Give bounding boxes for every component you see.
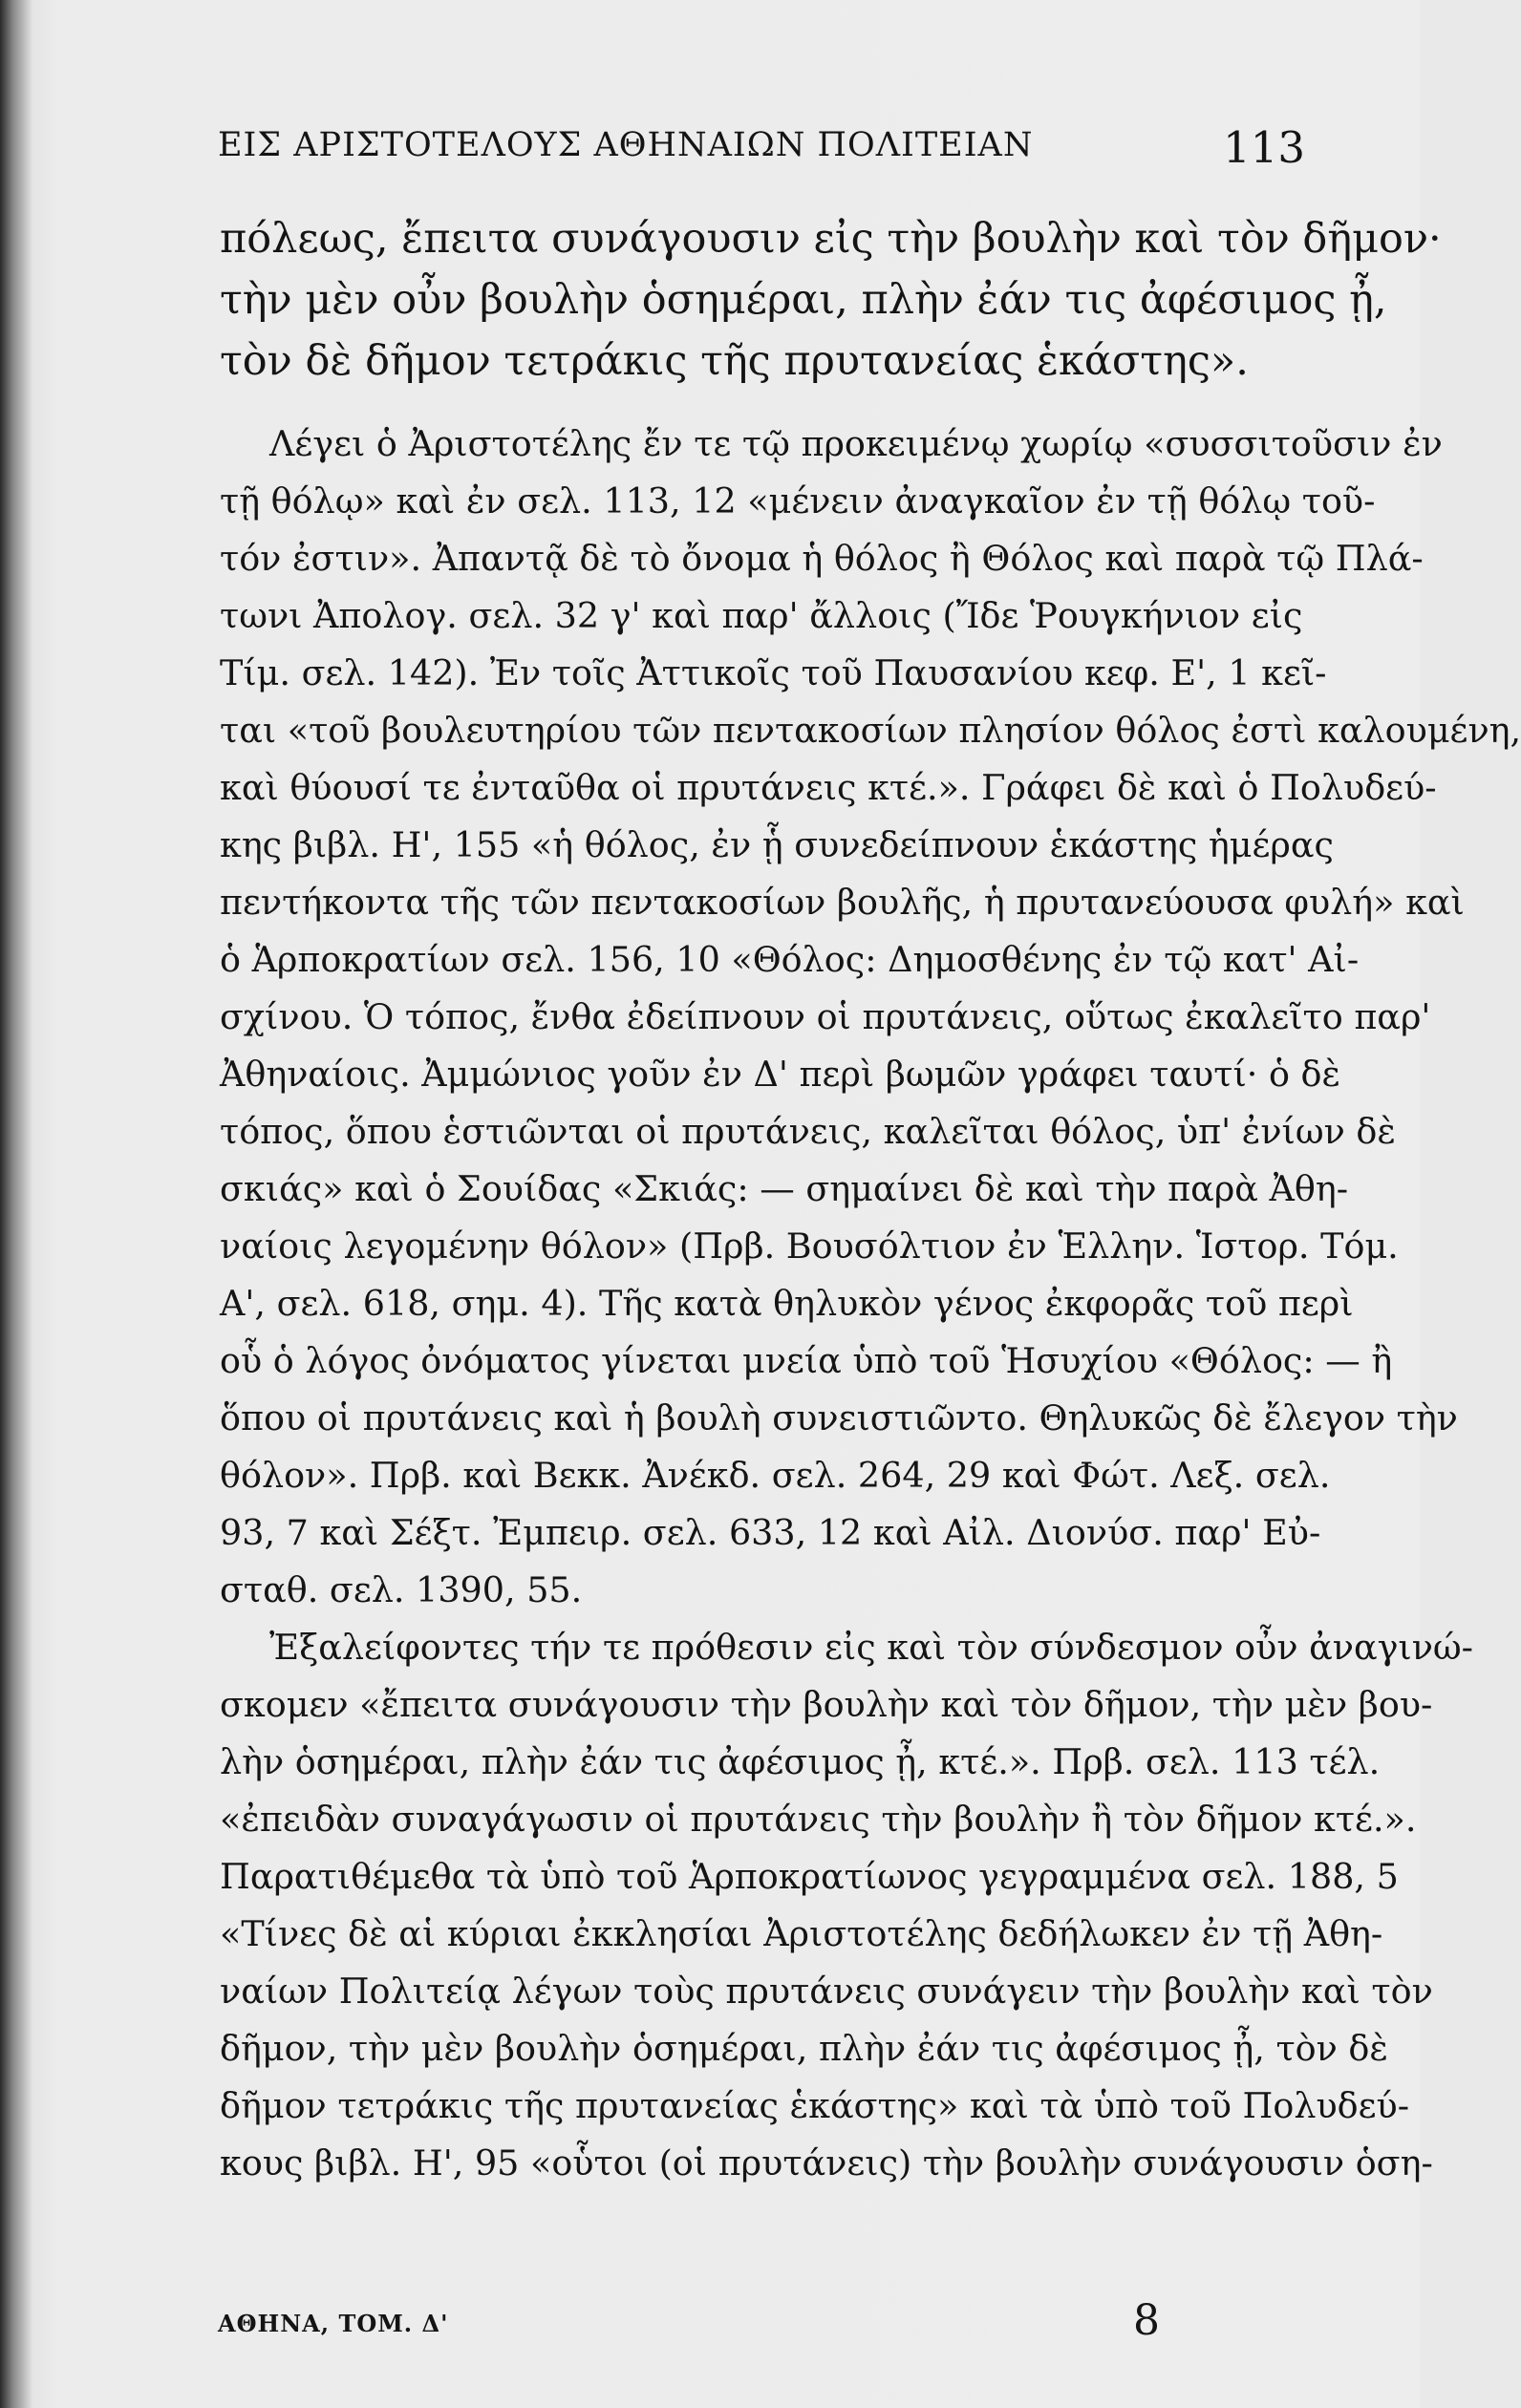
text-line: σκομεν «ἔπειτα συνάγουσιν τὴν βουλὴν καὶ τὸν δῆμον, τὴν μὲν βου- (220, 1684, 1433, 1725)
text-line: σκιάς» καὶ ὁ Σουίδας «Σκιάς: — σημαίνει δὲ καὶ τὴν παρὰ Ἀθη- (220, 1168, 1349, 1209)
text-line: πόλεως, ἔπειτα συνάγουσιν εἰς τὴν βουλὴν καὶ τὸν δῆμον· (220, 215, 1442, 263)
signature-number: 8 (1133, 2296, 1160, 2345)
text-line: ὁ Ἁρποκρατίων σελ. 156, 10 «Θόλος: Δημοσθένης ἐν τῷ κατ' Αἰ- (220, 939, 1360, 980)
text-line: ναίοις λεγομένην θόλον» (Πρβ. Βουσόλτιον ἐν Ἑλλην. Ἱστορ. Τόμ. (220, 1225, 1399, 1267)
text-line: Ἐξαλείφοντες τήν τε πρόθεσιν εἰς καὶ τὸν σύνδεσμον οὖν ἀναγινώ- (269, 1627, 1474, 1668)
text-line: Τίμ. σελ. 142). Ἐν τοῖς Ἀττικοῖς τοῦ Παυσανίου κεφ. Ε', 1 κεῖ- (220, 652, 1327, 693)
text-line: οὗ ὁ λόγος ὀνόματος γίνεται μνεία ὑπὸ τοῦ Ἡσυχίου «Θόλος: — ἢ (220, 1340, 1393, 1381)
text-line: ται «τοῦ βουλευτηρίου τῶν πεντακοσίων πλησίον θόλος ἐστὶ καλουμένη, (220, 710, 1521, 751)
text-line: σχίνου. Ὁ τόπος, ἔνθα ἐδείπνουν οἱ πρυτάνεις, οὕτως ἐκαλεῖτο παρ' (220, 996, 1431, 1037)
text-line: 93, 7 καὶ Σέξτ. Ἐμπειρ. σελ. 633, 12 καὶ Αἰλ. Διονύσ. παρ' Εὐ- (220, 1512, 1321, 1553)
text-line: θόλον». Πρβ. καὶ Βεκκ. Ἀνέκδ. σελ. 264, 29 καὶ Φώτ. Λεξ. σελ. (220, 1455, 1331, 1496)
page-number: 113 (1223, 122, 1305, 173)
text-line: ναίων Πολιτείᾳ λέγων τοὺς πρυτάνεις συνάγειν τὴν βουλὴν καὶ τὸν (220, 1971, 1433, 2012)
text-line: τῇ θόλῳ» καὶ ἐν σελ. 113, 12 «μένειν ἀναγκαῖον ἐν τῇ θόλῳ τοῦ- (220, 480, 1376, 522)
quoted-text-block (220, 208, 1442, 392)
text-line: δῆμον τετράκις τῆς πρυτανείας ἑκάστης» καὶ τὰ ὑπὸ τοῦ Πολυδεύ- (220, 2085, 1410, 2126)
text-line: καὶ θύουσί τε ἐνταῦθα οἱ πρυτάνεις κτέ.». Γράφει δὲ καὶ ὁ Πολυδεύ- (220, 767, 1437, 808)
text-line: τόπος, ὅπου ἑστιῶνται οἱ πρυτάνεις, καλεῖται θόλος, ὑπ' ἐνίων δὲ (220, 1111, 1396, 1152)
page-footer (218, 2296, 1305, 2357)
text-line: σταθ. σελ. 1390, 55. (220, 1569, 583, 1610)
text-line: τόν ἐστιν». Ἀπαντᾷ δὲ τὸ ὄνομα ἡ θόλος ἢ Θόλος καὶ παρὰ τῷ Πλά- (220, 538, 1424, 579)
signature-mark: ΑΘΗΝΑ, ΤΟΜ. Δ' (218, 2310, 449, 2337)
text-line: λὴν ὁσημέραι, πλὴν ἐάν τις ἀφέσιμος ᾖ, κτέ.». Πρβ. σελ. 113 τέλ. (220, 1741, 1381, 1782)
text-line: τὴν μὲν οὖν βουλὴν ὁσημέραι, πλὴν ἐάν τις ἀφέσιμος ᾖ, (220, 276, 1387, 324)
text-line: δῆμον, τὴν μὲν βουλὴν ὁσημέραι, πλὴν ἐάν τις ἀφέσιμος ᾖ, τὸν δὲ (220, 2028, 1388, 2069)
commentary-block (220, 416, 1521, 2192)
text-line: κης βιβλ. Η', 155 «ἡ θόλος, ἐν ᾗ συνεδείπνουν ἑκάστης ἡμέρας (220, 824, 1334, 865)
text-line: Λέγει ὁ Ἀριστοτέλης ἔν τε τῷ προκειμένῳ χωρίῳ «συσσιτοῦσιν ἐν (269, 423, 1443, 464)
text-line: «ἐπειδὰν συναγάγωσιν οἱ πρυτάνεις τὴν βουλὴν ἢ τὸν δῆμον κτέ.». (220, 1799, 1417, 1840)
running-head (218, 122, 1305, 183)
text-line: τὸν δὲ δῆμον τετράκις τῆς πρυτανείας ἑκάστης». (220, 337, 1249, 385)
text-line: Παρατιθέμεθα τὰ ὑπὸ τοῦ Ἁρποκρατίωνος γεγραμμένα σελ. 188, 5 (220, 1856, 1399, 1897)
text-line: κους βιβλ. Η', 95 «οὗτοι (οἱ πρυτάνεις) τὴν βουλὴν συνάγουσιν ὁση- (220, 2142, 1433, 2184)
text-line: τωνι Ἀπολογ. σελ. 32 γ' καὶ παρ' ἄλλοις (Ἴδε Ῥουγκήνιον εἰς (220, 595, 1303, 636)
text-line: ὅπου οἱ πρυτάνεις καὶ ἡ βουλὴ συνειστιῶντο. Θηλυκῶς δὲ ἔλεγον τὴν (220, 1397, 1458, 1438)
text-line: Α', σελ. 618, σημ. 4). Τῆς κατὰ θηλυκὸν γένος ἐκφορᾶς τοῦ περὶ (220, 1283, 1354, 1324)
text-line: Ἀθηναίοις. Ἀμμώνιος γοῦν ἐν Δ' περὶ βωμῶν γράφει ταυτί· ὁ δὲ (220, 1054, 1341, 1095)
text-line: πεντήκοντα τῆς τῶν πεντακοσίων βουλῆς, ἡ πρυτανεύουσα φυλή» καὶ (220, 882, 1465, 923)
running-head-title: ΕΙΣ ΑΡΙΣΤΟΤΕΛΟΥΣ ΑΘΗΝΑΙΩΝ ΠΟΛΙΤΕΙΑΝ (218, 126, 1034, 164)
text-line: «Τίνες δὲ αἱ κύριαι ἐκκλησίαι Ἀριστοτέλης δεδήλωκεν ἐν τῇ Ἀθη- (220, 1913, 1383, 1954)
